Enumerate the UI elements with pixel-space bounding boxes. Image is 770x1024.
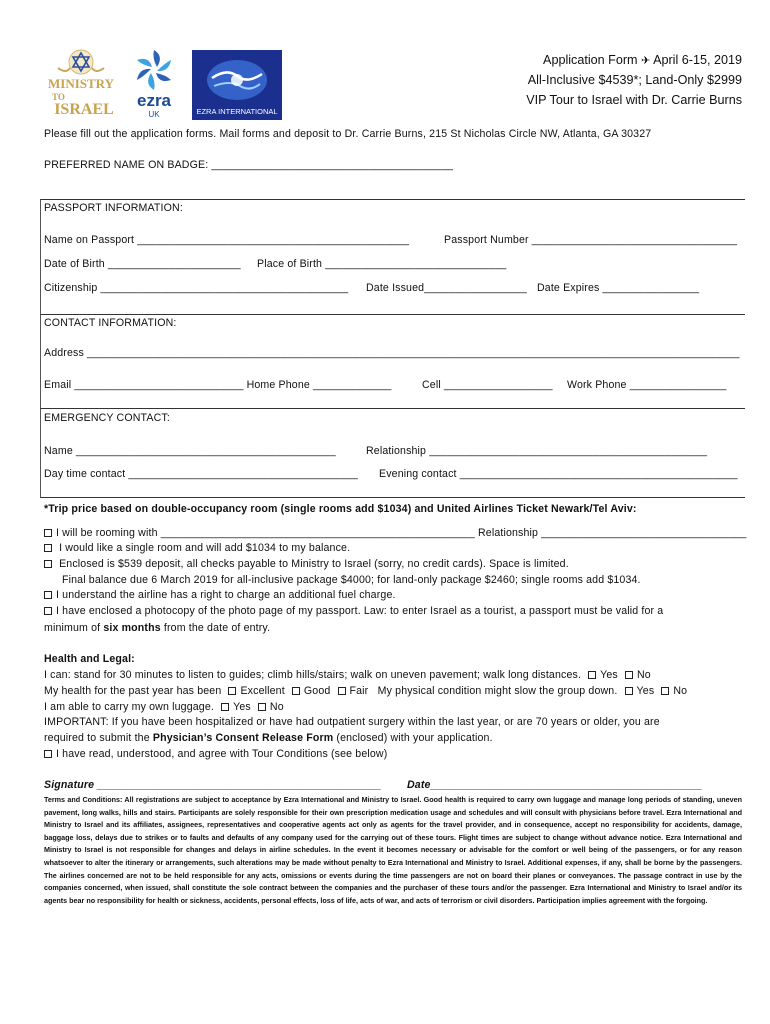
health-heading: Health and Legal: — [44, 653, 135, 665]
agree-checkbox[interactable] — [44, 750, 52, 758]
badge-name-field[interactable]: PREFERRED NAME ON BADGE: ________________________________________ — [44, 159, 454, 171]
trip-heading: *Trip price based on double-occupancy room (single rooms add $1034) and United Airlines Ticket Newark/Tel Aviv: — [44, 503, 637, 515]
ministry-text: MINISTRY — [48, 76, 114, 91]
email-home-phone-field[interactable]: Email ____________________________ Home Phone _____________ — [44, 379, 392, 391]
passport-name-field[interactable]: Name on Passport _____________________________________________ — [44, 234, 410, 246]
ability-yes-checkbox[interactable] — [588, 671, 596, 679]
passport-number-field[interactable]: Passport Number __________________________________ — [444, 234, 738, 246]
emergency-heading: EMERGENCY CONTACT: — [44, 412, 170, 424]
trip-section-border — [40, 497, 745, 498]
health-excellent-checkbox[interactable] — [228, 687, 236, 695]
date-of-birth-field[interactable]: Date of Birth ______________________ — [44, 258, 241, 270]
header-line-1: Application Form ✈ April 6-15, 2019 — [543, 53, 742, 67]
date-issued-field[interactable]: Date Issued_________________ — [366, 282, 527, 294]
plane-icon: ✈ — [641, 55, 651, 67]
final-balance-text: Final balance due 6 March 2019 for all-inclusive package $4000; for land-only package $2460; single rooms add $1034. — [62, 574, 641, 586]
agree-item: I have read, understood, and agree with Tour Conditions (see below) — [44, 748, 387, 760]
passport-validity-text: minimum of six months from the date of entry. — [44, 622, 271, 634]
svg-text:ISRAEL: ISRAEL — [54, 101, 114, 118]
physician-form-text: required to submit the Physician’s Consent Release Form (enclosed) with your application. — [44, 732, 493, 744]
single-room-item: I would like a single room and will add $1034 to my balance. — [44, 542, 350, 554]
emergency-relationship-field[interactable]: Relationship ______________________________________________ — [366, 445, 708, 457]
rooming-checkbox[interactable] — [44, 529, 52, 537]
deposit-item: Enclosed is $539 deposit, all checks payable to Ministry to Israel (sorry, no credit cards). Space is limited. — [44, 558, 569, 570]
ability-no-checkbox[interactable] — [625, 671, 633, 679]
rooming-item: I will be rooming with ____________________________________________________ Relationship __________________________________ — [44, 527, 747, 539]
ezra-uk-logo — [128, 46, 180, 120]
work-phone-field[interactable]: Work Phone ________________ — [567, 379, 727, 391]
header-line-2: All-Inclusive $4539*; Land-Only $2999 — [527, 73, 742, 87]
slow-yes-checkbox[interactable] — [625, 687, 633, 695]
slow-no-checkbox[interactable] — [661, 687, 669, 695]
day-contact-field[interactable]: Day time contact ______________________________________ — [44, 468, 358, 480]
svg-text:EZRA INTERNATIONAL: EZRA INTERNATIONAL — [196, 107, 278, 116]
cell-field[interactable]: Cell __________________ — [422, 379, 553, 391]
fuel-charge-item: I understand the airline has a right to charge an additional fuel charge. — [44, 589, 396, 601]
health-fair-checkbox[interactable] — [338, 687, 346, 695]
important-text: IMPORTANT: If you have been hospitalized or have had outpatient surgery within the last year, or are 70 years or older, you are — [44, 716, 660, 728]
single-room-checkbox[interactable] — [44, 544, 52, 552]
svg-text:UK: UK — [148, 110, 160, 119]
emergency-name-field[interactable]: Name ___________________________________________ — [44, 445, 336, 457]
fuel-charge-checkbox[interactable] — [44, 591, 52, 599]
ezra-text: ezra — [136, 91, 172, 110]
citizenship-field[interactable]: Citizenship _________________________________________ — [44, 282, 349, 294]
luggage-yes-checkbox[interactable] — [221, 703, 229, 711]
passport-copy-item: I have enclosed a photocopy of the photo page of my passport. Law: to enter Israel as a tourist, a passport must be valid for a — [44, 605, 663, 617]
header-line-3: VIP Tour to Israel with Dr. Carrie Burns — [526, 93, 742, 107]
health-good-checkbox[interactable] — [292, 687, 300, 695]
deposit-checkbox[interactable] — [44, 560, 52, 568]
date-field[interactable]: Date_____________________________________________ — [407, 779, 703, 791]
health-rating-item: My health for the past year has been Excellent Good Fair My physical condition might slow the group down. Yes No — [44, 685, 688, 697]
signature-field[interactable]: Signature _______________________________________________ — [44, 779, 382, 791]
evening-contact-field[interactable]: Evening contact ______________________________________________ — [379, 468, 738, 480]
physical-ability-item: I can: stand for 30 minutes to listen to guides; climb hills/stairs; walk on uneven pavement; walk long distances. Yes No — [44, 669, 651, 681]
svg-text:TO: TO — [52, 92, 65, 102]
ministry-to-israel-logo — [44, 48, 118, 120]
contact-heading: CONTACT INFORMATION: — [44, 317, 177, 329]
terms-and-conditions: Terms and Conditions: All registrations are subject to acceptance by Ezra International and Ministry to Israel. Good health is required to carry own luggage and manage long periods of standing, uneven pavement, long walks, hills and stairs. Participants are solely responsible for their own prescription medication usage and schedules and will consult with physicians before travel. Ezra International and Ministry to Israel and its affiliates, assignees, representatives and cooperative agents act only as agents for the travel provider, and in consequence, accept no responsibility for accidents, damage, baggage loss, delays due to strikes or to faults and defaults of any company used for the carrying out of these tours. Flight times are subject to change without advance notice. Ezra International and Ministry to Israel is not responsible for changes and delays in airline schedules. In the event it becomes necessary or advisable for the comfort or well being of the passengers, or for any reason whatsoever to alter the itinerary or arrangements, such alterations may be made without penalty to Ezra International and Ministry to Israel. Additional expenses, if any, shall be borne by the passengers. The airlines concerned are not to be held responsible for any acts, omissions or events during the time passengers are not on board their planes or conveyances. The passage contract in use by the companies concerned, when issued, shall constitute the sole contract between the companies and the purchaser of these tours and/or the passenger. Ezra International and Ministry to Israel and/or its agents bear no responsibility for health or sickness, accidents, personal effects, loss of life, acts of war, and acts of terrorism or civil disorders. Participation implies agreement with the forgoing. — [44, 795, 742, 905]
luggage-no-checkbox[interactable] — [258, 703, 266, 711]
passport-section-border — [40, 199, 745, 315]
date-expires-field[interactable]: Date Expires ________________ — [537, 282, 700, 294]
passport-copy-checkbox[interactable] — [44, 607, 52, 615]
place-of-birth-field[interactable]: Place of Birth ______________________________ — [257, 258, 507, 270]
address-field[interactable]: Address ____________________________________________________________________________________________________________ — [44, 347, 740, 359]
luggage-item: I am able to carry my own luggage. Yes No — [44, 701, 284, 713]
passport-heading: PASSPORT INFORMATION: — [44, 202, 183, 214]
ezra-international-logo — [192, 50, 282, 120]
intro-text: Please fill out the application forms. Mail forms and deposit to Dr. Carrie Burns, 215 St Nicholas Circle NW, Atlanta, GA 30327 — [44, 128, 652, 140]
